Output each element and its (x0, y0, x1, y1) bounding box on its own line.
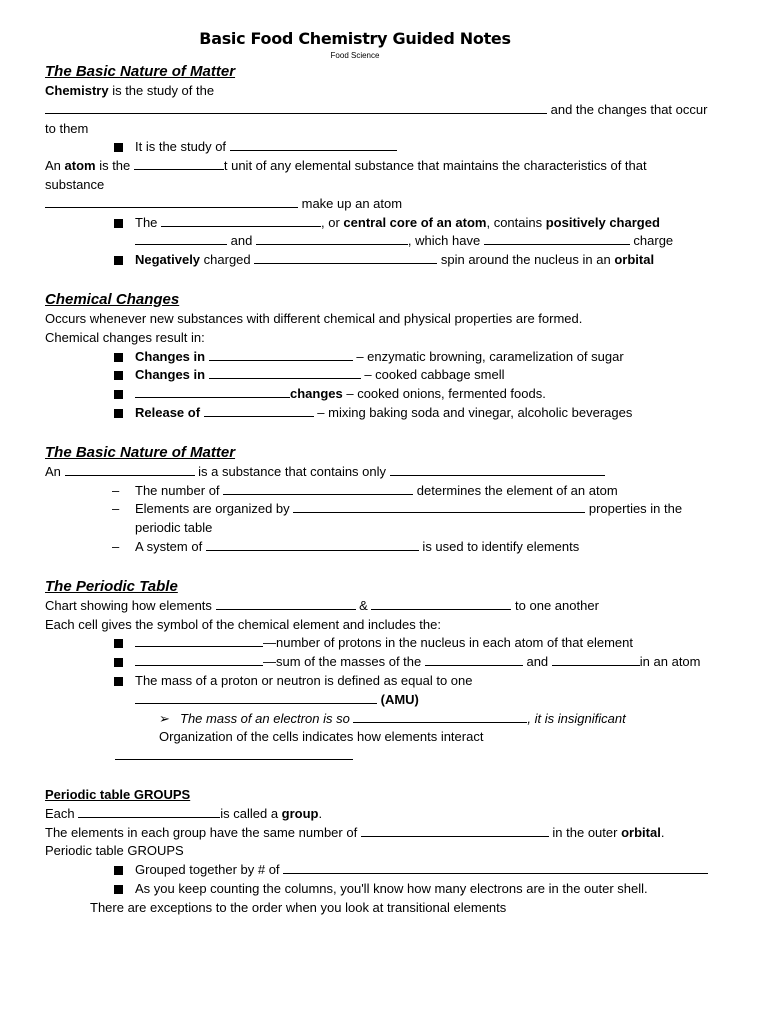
text-line: periodic table (135, 520, 213, 536)
square-bullet-icon (114, 256, 123, 265)
text-line: to them (45, 120, 89, 136)
bullet-item: changes – cooked onions, fermented foods. (45, 385, 725, 404)
fill-in-blank[interactable] (135, 653, 263, 666)
fill-in-blank[interactable] (135, 385, 290, 398)
fill-in-blank[interactable] (223, 482, 413, 495)
text-line: The elements in each group have the same number of in the outer orbital. (45, 824, 665, 840)
fill-in-blank[interactable] (65, 463, 195, 476)
text-line: Occurs whenever new substances with different chemical and physical properties are formed. (45, 310, 583, 326)
fill-in-blank[interactable] (209, 366, 361, 379)
dash-bullet: – (112, 538, 120, 554)
document-title: Basic Food Chemistry Guided Notes (199, 29, 511, 48)
text-line: An atom is the t unit of any elemental substance that maintains the characteristics of that (45, 158, 647, 174)
square-bullet-icon (114, 390, 123, 399)
fill-in-blank[interactable] (135, 634, 263, 647)
text-line: Each is called a group. (45, 805, 323, 821)
document-subtitle: Food Science (330, 51, 380, 60)
square-bullet-icon (114, 371, 123, 380)
fill-in-blank[interactable] (134, 157, 224, 170)
square-bullet-icon (114, 677, 123, 686)
bullet-item: —sum of the masses of the and in an atom (45, 653, 725, 672)
text-line: and , which have charge (45, 232, 725, 251)
square-bullet-icon (114, 639, 123, 648)
fill-in-blank[interactable] (371, 597, 511, 610)
fill-in-blank[interactable] (206, 538, 419, 551)
fill-in-blank[interactable] (135, 691, 377, 704)
fill-in-blank[interactable] (254, 251, 437, 264)
square-bullet-icon (114, 885, 123, 894)
dash-bullet: – (112, 482, 120, 498)
fill-in-blank[interactable] (45, 101, 547, 114)
text-line: Chemistry is the study of the (45, 83, 215, 98)
dash-item: – A system of is used to identify elements (45, 538, 725, 557)
fill-in-blank[interactable] (484, 232, 630, 245)
fill-in-blank[interactable] (78, 805, 220, 818)
fill-in-blank[interactable] (390, 463, 605, 476)
text-line: There are exceptions to the order when you look at transitional elements (90, 899, 507, 915)
section-heading-matter: The Basic Nature of Matter (45, 63, 236, 80)
fill-in-blank[interactable] (45, 195, 298, 208)
bullet-item: Negatively charged spin around the nucleus in an orbital (45, 251, 725, 270)
text-line: Periodic table GROUPS (45, 843, 184, 859)
square-bullet-icon (114, 353, 123, 362)
fill-in-blank[interactable] (552, 653, 640, 666)
text-line: make up an atom (45, 195, 725, 214)
bullet-item: As you keep counting the columns, you'll know how many electrons are in the outer shell. (45, 880, 725, 899)
bullet-item: —number of protons in the nucleus in each atom of that element (45, 634, 725, 653)
text-line: and the changes that occur (45, 101, 725, 120)
section-heading-chemical-changes: Chemical Changes (45, 290, 180, 308)
fill-in-blank[interactable] (425, 653, 523, 666)
bullet-item: The , or central core of an atom, contains positively charged (45, 214, 725, 233)
dash-item: – Elements are organized by properties in the (45, 500, 725, 519)
text-line: substance (45, 176, 105, 192)
guided-notes-page (45, 28, 725, 917)
bullet-item: Changes in – enzymatic browning, caramelization of sugar (45, 348, 725, 367)
bullet-item: The mass of a proton or neutron is defined as equal to one (45, 672, 725, 691)
square-bullet-icon (114, 658, 123, 667)
arrow-bullet-icon: ➢ (159, 710, 170, 726)
fill-in-blank[interactable] (204, 404, 314, 417)
text-line: An is a substance that contains only (45, 463, 725, 482)
text-line: Chemical changes result in: (45, 329, 205, 345)
square-bullet-icon (114, 143, 123, 152)
text-line: Chart showing how elements & to one another (45, 597, 599, 613)
dash-bullet: – (112, 501, 120, 517)
text-line (45, 747, 725, 766)
fill-in-blank[interactable] (353, 710, 527, 723)
square-bullet-icon (114, 219, 123, 228)
fill-in-blank[interactable] (256, 232, 408, 245)
fill-in-blank[interactable] (230, 138, 397, 151)
text-line: Organization of the cells indicates how elements interact (159, 729, 484, 745)
fill-in-blank[interactable] (283, 861, 708, 874)
text-line: (AMU) (45, 691, 725, 710)
section-heading-groups: Periodic table GROUPS (45, 786, 191, 802)
fill-in-blank[interactable] (115, 747, 353, 760)
bullet-item: It is the study of (45, 138, 725, 157)
section-heading-periodic-table: The Periodic Table (45, 577, 178, 595)
arrow-item: ➢ The mass of an electron is so , it is insignificant (45, 710, 725, 729)
fill-in-blank[interactable] (361, 824, 549, 837)
fill-in-blank[interactable] (161, 214, 321, 227)
dash-item: – The number of determines the element of an atom (45, 482, 725, 501)
fill-in-blank[interactable] (216, 597, 356, 610)
fill-in-blank[interactable] (135, 232, 227, 245)
fill-in-blank[interactable] (293, 500, 585, 513)
square-bullet-icon (114, 409, 123, 418)
bullet-item: Changes in – cooked cabbage smell (45, 366, 725, 385)
section-heading-matter-2: The Basic Nature of Matter (45, 443, 236, 461)
fill-in-blank[interactable] (209, 348, 353, 361)
bullet-item: Grouped together by # of (45, 861, 725, 880)
bullet-item: Release of – mixing baking soda and vinegar, alcoholic beverages (45, 404, 725, 423)
text-line: Each cell gives the symbol of the chemical element and includes the: (45, 616, 441, 632)
square-bullet-icon (114, 866, 123, 875)
